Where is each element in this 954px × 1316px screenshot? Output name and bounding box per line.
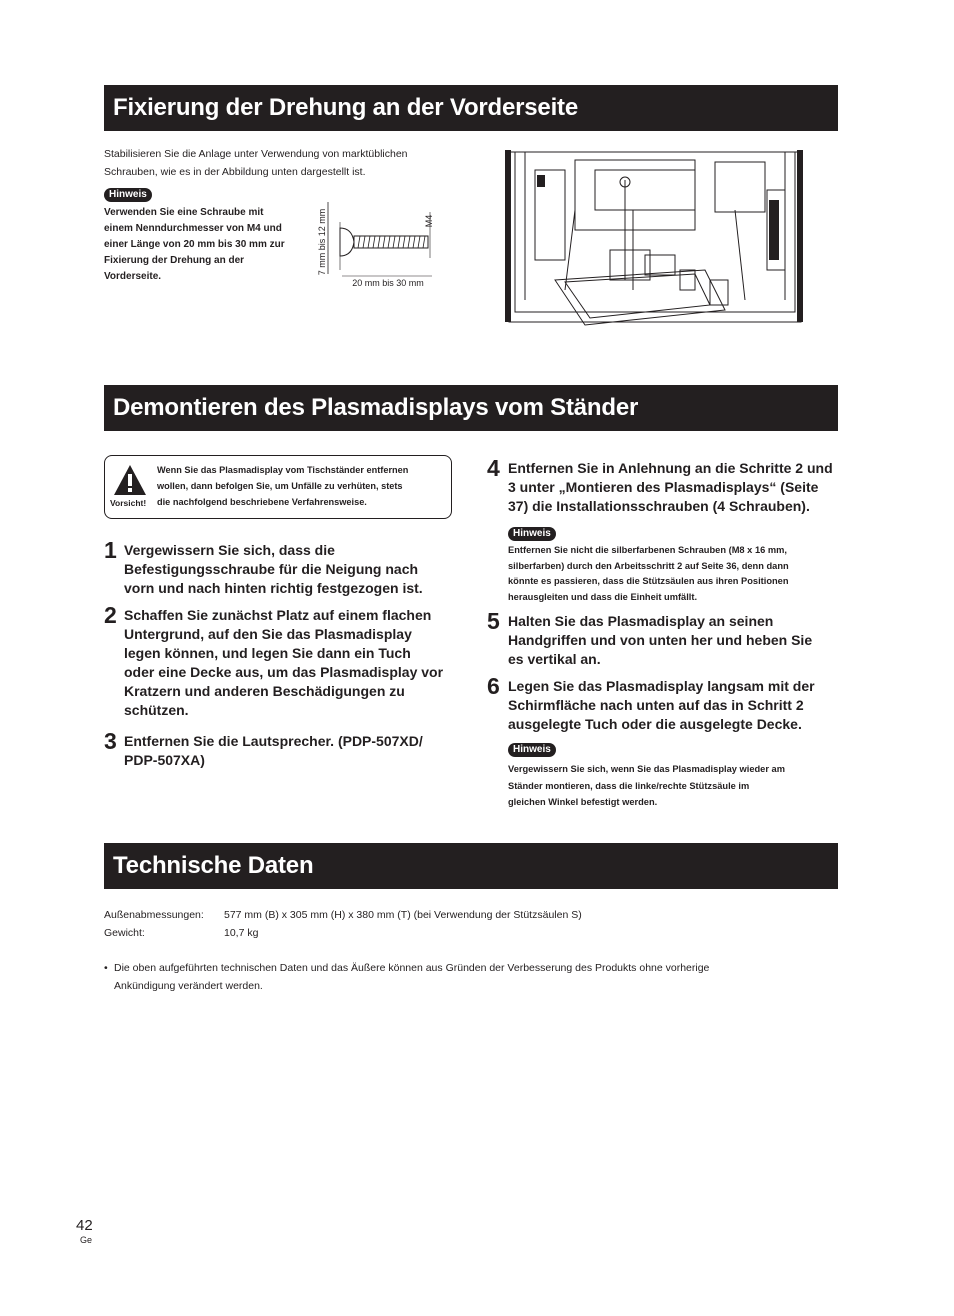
step-line: legen können, und legen Sie dann ein Tuch [124, 645, 411, 661]
screw-height-label: 7 mm bis 12 mm [317, 208, 327, 276]
note-line: einem Nenndurchmesser von M4 und [104, 223, 282, 234]
step-line: 3 unter „Montieren des Plasmadisplays“ (Seite [508, 479, 819, 495]
step-number: 3 [104, 728, 117, 754]
footnote-bullet: • [104, 962, 108, 974]
step-line: vorn und nach hinten richtig festgezogen ist. [124, 580, 423, 596]
step-text [124, 606, 443, 720]
footnote-line: Ankündigung verändert werden. [114, 980, 263, 992]
note-line: einer Länge von 20 mm bis 30 mm zur [104, 239, 285, 250]
step-line: Schaffen Sie zunächst Platz auf einem flachen [124, 607, 432, 623]
note-line: Entfernen Sie nicht die silberfarbenen Schrauben (M8 x 16 mm, [508, 545, 787, 555]
step-line: oder eine Decke aus, um das Plasmadisplay vor [124, 664, 444, 680]
warning-text [157, 462, 408, 510]
step-line: es vertikal an. [508, 651, 601, 667]
warning-line: die nachfolgend beschriebene Verfahrensweise. [157, 497, 367, 507]
screw-length-label: 20 mm bis 30 mm [352, 278, 424, 288]
note-line: Verwenden Sie eine Schraube mit [104, 207, 264, 218]
note-text [508, 543, 789, 605]
step-line: Handgriffen und von unten her und heben Sie [508, 632, 813, 648]
note-badge: Hinweis [508, 527, 556, 541]
spec-dimensions-value: 577 mm (B) x 305 mm (H) x 380 mm (T) (bei Verwendung der Stützsäulen S) [224, 909, 582, 921]
step-line: PDP-507XA) [124, 752, 205, 768]
note-text [104, 205, 285, 285]
step-text [508, 677, 815, 734]
step-line: 37) die Installationsschrauben (4 Schrauben). [508, 498, 810, 514]
step-line: Befestigungsschraube für die Neigung nach [124, 561, 419, 577]
note-badge: Hinweis [104, 188, 152, 202]
stand-illustration [505, 150, 805, 330]
note-line: Vergewissern Sie sich, wenn Sie das Plasmadisplay wieder am [508, 764, 785, 774]
note-line: Ständer montieren, dass die linke/rechte Stützsäule im [508, 780, 750, 791]
section-title-dismount: Demontieren des Plasmadisplays vom Ständer [104, 385, 838, 431]
step-line: Legen Sie das Plasmadisplay langsam mit der [508, 678, 815, 694]
step-line: Entfernen Sie die Lautsprecher. (PDP-507XD/ [124, 733, 423, 749]
footnote-line: Die oben aufgeführten technischen Daten und das Äußere können aus Gründen der Verbesserung des Produkts ohne vorherige [114, 962, 710, 974]
step-line: ausgelegte Tuch oder die ausgelegte Decke. [508, 716, 802, 732]
note-text [508, 761, 785, 811]
section-title-specs: Technische Daten [104, 843, 838, 889]
note-line: gleichen Winkel befestigt werden. [508, 797, 658, 807]
warning-line: Wenn Sie das Plasmadisplay vom Tischständer entfernen [157, 465, 409, 475]
step-text [508, 459, 833, 516]
step-line: Schirmfläche nach unten auf das in Schritt 2 [508, 697, 804, 713]
note-badge: Hinweis [508, 743, 556, 757]
step-line: Entfernen Sie in Anlehnung an die Schritte 2 und [508, 460, 833, 476]
page-number: 42 [76, 1217, 93, 1234]
warning-line: wollen, dann befolgen Sie, um Unfälle zu verhüten, stets [157, 481, 403, 491]
step-line: Vergewissern Sie sich, dass die [124, 542, 335, 558]
step-text [508, 612, 812, 669]
step-number: 2 [104, 602, 117, 628]
step-line: Untergrund, auf den Sie das Plasmadisplay [124, 626, 412, 642]
screw-diameter-label: M4 [424, 214, 434, 228]
note-line: silberfarben) durch den Arbeitsschritt 2 auf Seite 36, denn dann [508, 560, 789, 571]
step-line: Kratzern und anderen Beschädigungen zu [124, 683, 405, 699]
section-title-front-fixing: Fixierung der Drehung an der Vorderseite [104, 85, 838, 131]
note-line: Vorderseite. [104, 271, 162, 282]
intro-line-2: Schrauben, wie es in der Abbildung unten dargestellt ist. [104, 166, 366, 178]
intro-text [104, 145, 408, 181]
step-number: 4 [487, 455, 500, 481]
intro-line-1: Stabilisieren Sie die Anlage unter Verwendung von marktüblichen [104, 148, 408, 160]
step-number: 5 [487, 608, 500, 634]
step-line: Halten Sie das Plasmadisplay an seinen [508, 613, 774, 629]
warning-triangle-icon [113, 464, 147, 496]
spec-dimensions-label: Außenabmessungen: [104, 909, 204, 921]
step-number: 1 [104, 537, 117, 563]
warning-box [104, 455, 452, 519]
step-text [124, 732, 423, 770]
step-text [124, 541, 423, 598]
language-code: Ge [80, 1235, 93, 1245]
warning-label: Vorsicht! [110, 498, 147, 508]
spec-weight-value: 10,7 kg [224, 927, 259, 939]
note-line: herausgleiten und dass die Einheit umfällt. [508, 591, 698, 602]
footnote-text [114, 959, 709, 995]
step-number: 6 [487, 673, 500, 699]
note-line: Fixierung der Drehung an der [104, 255, 245, 266]
note-line: könnte es passieren, dass die Stützsäulen aus ihren Positionen [508, 576, 789, 586]
spec-weight-label: Gewicht: [104, 927, 145, 939]
step-line: schützen. [124, 702, 189, 718]
